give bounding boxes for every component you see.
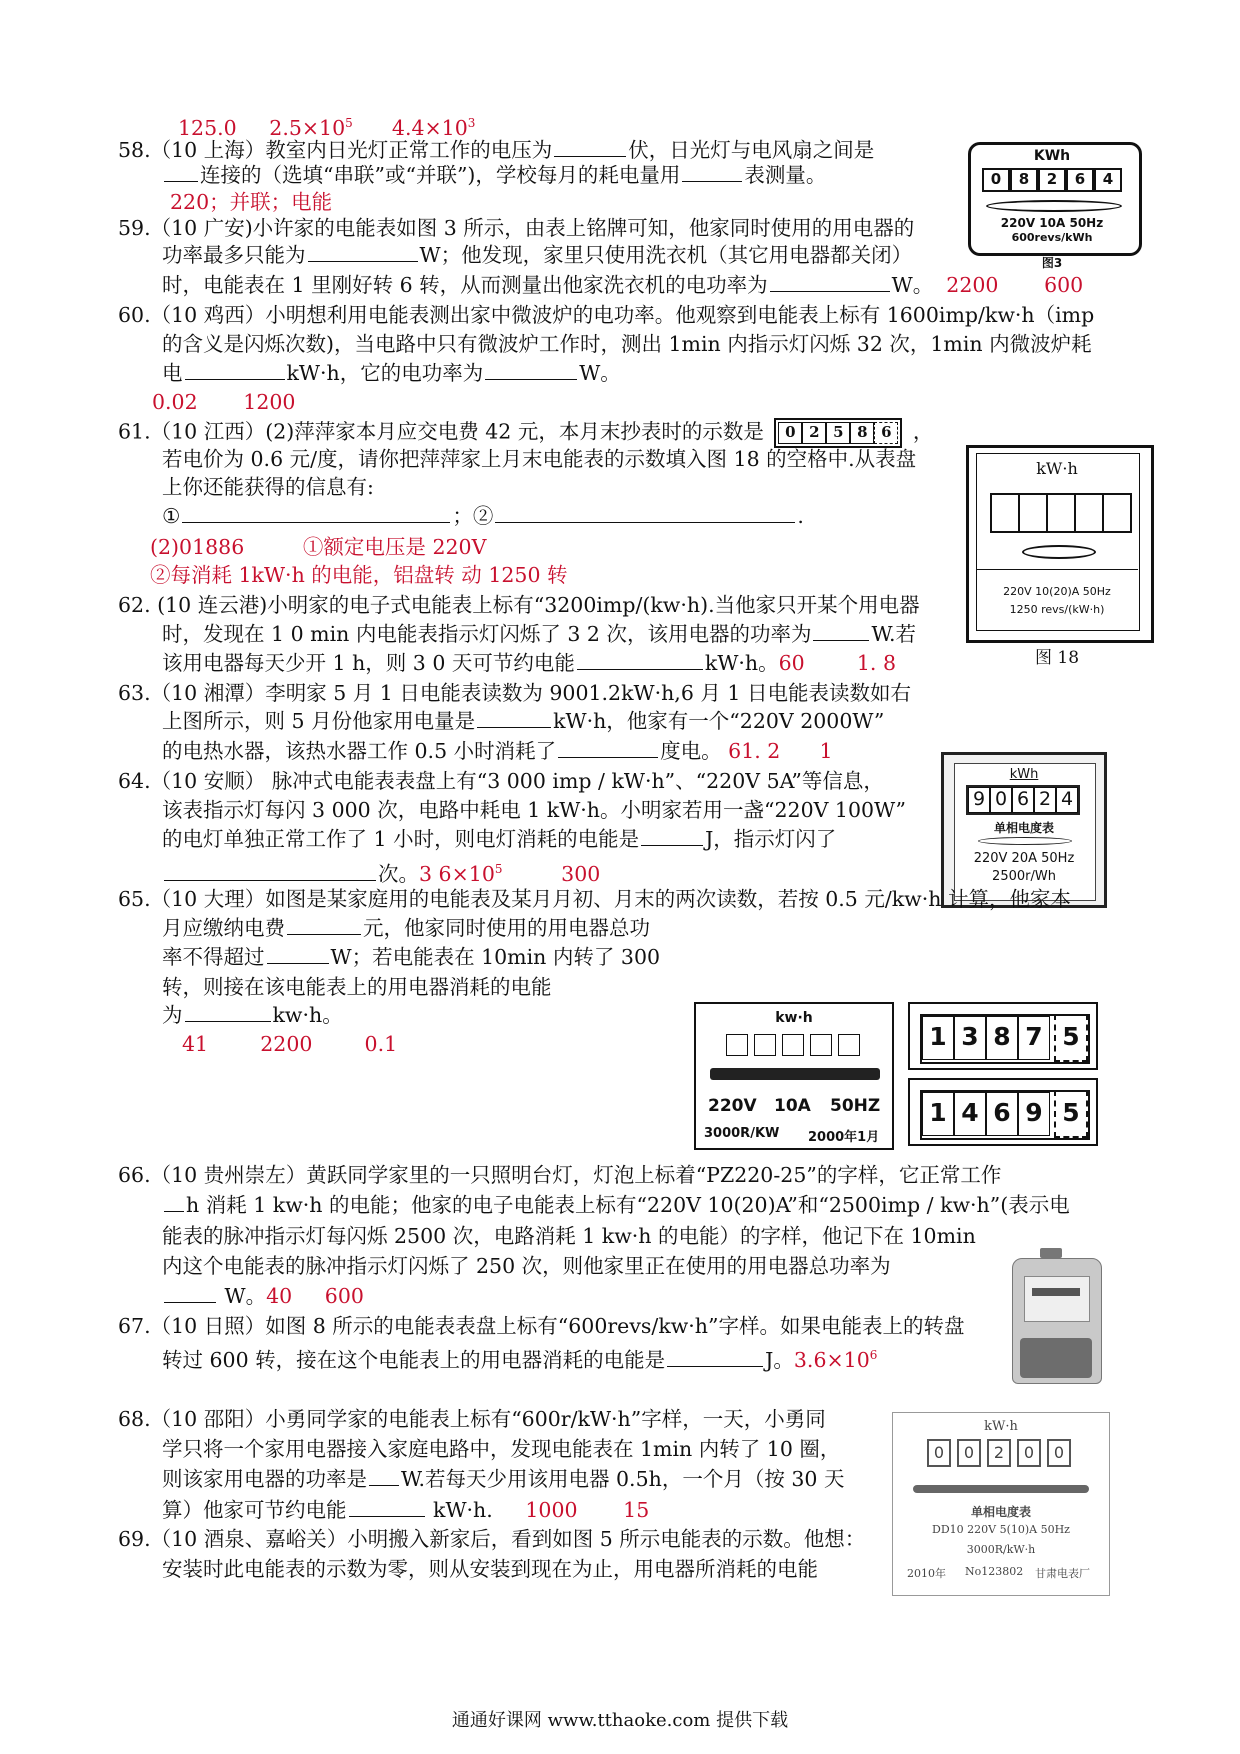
q64-line4: 次。3 $6\times 10^5$ 300 (162, 856, 600, 887)
q61-line3: 上你还能获得的信息有: (162, 475, 374, 499)
figq65-blank-digits (726, 1034, 860, 1056)
q63-line1: 63.（10 湘潭）李明家 5 月 1 日电能表读数为 9001.2kW·h,6 月 1 日电能表读数如右 (118, 681, 911, 705)
q65-line2: 月应缴纳电费 元，他家同时使用的用电器总功 (162, 916, 650, 940)
figq63-digits: 9 0 6 2 4 (966, 785, 1080, 815)
q64-line2: 该表指示灯每闪 3 000 次，电路中耗电 1 kW·h。小明家若用一盏“220V 100W” (162, 798, 906, 822)
figure-q65-reading2: 1 4 6 9 5 (908, 1078, 1098, 1146)
fig18-unit: kW·h (1036, 459, 1078, 478)
q64-line3: 的电灯单独正常工作了 1 小时，则电灯消耗的电能是 J，指示灯闪了 (162, 827, 837, 851)
fig18-spec: 220V 10(20)A 50Hz (1003, 585, 1111, 598)
q62-line1: 62. (10 连云港)小明家的电子式电能表上标有“3200imp/(kw·h).当他家只开某个用电器 (118, 593, 920, 617)
figure-q68-meter (892, 1412, 1110, 1596)
figq68-digits: 0 0 2 0 0 (927, 1439, 1071, 1467)
figq65-spec3: 50HZ (830, 1096, 881, 1116)
q69-line1: 69.（10 酒泉、嘉峪关）小明搬入新家后，看到如图 5 所示电能表的示数。他想： (118, 1527, 866, 1551)
q68-line4: 算）他家可节约电能 kW·h. 1000 15 (162, 1498, 650, 1522)
q60-line1: 60.（10 鸡西）小明想利用电能表测出家中微波炉的电功率。他观察到电能表上标有 1600imp/kw·h（imp (118, 303, 1095, 327)
q68-line1: 68.（10 邵阳）小勇同学家的电能表上标有“600r/kW·h”字样，一天，小勇同 (118, 1407, 826, 1431)
fig18-blank-digits (990, 493, 1132, 533)
q61-reading: 0 2 5 8 6 (774, 418, 902, 448)
q65-line5: 为 kw·h。 (162, 1003, 343, 1027)
fig18-caption: 图 18 (1034, 648, 1080, 668)
q67-line2: 转过 600 转，接在这个电能表上的用电器消耗的电能是 J。$3.6\times 10^6$ (162, 1347, 878, 1372)
figq65-date: 2000年1月 (808, 1130, 880, 1145)
q64-line1: 64.（10 安顺） 脉冲式电能表表盘上有“3 000 imp / kW·h”、“220V 5A”等信息， (118, 769, 884, 793)
q60-line3: 电 kW·h，它的电功率为 W。 (162, 361, 621, 385)
figq65-disc (710, 1068, 880, 1080)
q66-line4: 内这个电能表的脉冲指示灯闪烁了 250 次，则他家里正在使用的用电器总功率为 (162, 1254, 891, 1278)
figure-18-meter (966, 445, 1148, 668)
q59-line1: 59.（10 广安)小许家的电能表如图 3 所示，由表上铭牌可知，他家同时使用的用电器的 (118, 216, 915, 240)
fig18-rev: 1250 revs/(kW·h) (1009, 603, 1105, 616)
q65-line3: 率不得超过 W；若电能表在 10min 内转了 300 (162, 945, 661, 969)
figq63-rev: 2500r/Wh (992, 869, 1056, 884)
q60-answer: 0.02 1200 (152, 390, 296, 414)
figq65-spec2: 10A (774, 1096, 811, 1116)
figure-q65-reading1: 1 3 8 7 5 (908, 1002, 1098, 1070)
fig3-caption: 图3 (1041, 256, 1063, 270)
figq68-unit: kW·h (984, 1419, 1018, 1434)
figq63-spec: 220V 20A 50Hz (973, 851, 1075, 866)
q66-line1: 66.（10 贵州崇左）黄跃同学家里的一只照明台灯，灯泡上标着“PZ220-25”的字样，它正常工作 (118, 1163, 1002, 1187)
figq63-unit: kWh (1009, 767, 1039, 782)
q66-line3: 能表的脉冲指示灯每闪烁 2500 次，电路消耗 1 kw·h 的电能）的字样，他记下在 10min (162, 1224, 976, 1248)
q69-line2: 安装时此电能表的示数为零，则从安装到现在为止，用电器所消耗的电能 (162, 1557, 818, 1581)
figure-8-meter-photo (1012, 1248, 1102, 1392)
q66-line5: W。40 600 (162, 1283, 364, 1309)
figq68-year: 2010年 (907, 1567, 946, 1580)
fig3-rev: 600revs/kWh (1011, 231, 1093, 244)
q61-line1: 61.（10 江西）(2)萍萍家本月应交电费 42 元，本月末抄表时的示数是 0 2 5 8 6 ， (118, 418, 933, 448)
fig3-digits: 0 8 2 6 4 (982, 168, 1122, 192)
q62-line2: 时，发现在 1 0 min 内电能表指示灯闪烁了 3 2 次，该用电器的功率为 W.若 (162, 622, 916, 646)
fig18-disc (1022, 545, 1096, 559)
figq68-name: 单相电度表 (970, 1505, 1031, 1519)
q61-line4: ① ；② . (162, 504, 804, 528)
figure-3-meter (968, 142, 1136, 272)
page-footer: 通通好课网 www.tthaoke.com 提供下载 (451, 1710, 789, 1731)
q65-line4: 转，则接在该电能表上的用电器消耗的电能 (162, 975, 552, 999)
q58-answer: 220；并联；电能 (170, 190, 333, 214)
figq65-unit: kw·h (775, 1010, 813, 1026)
figure-q65-meter (694, 1002, 894, 1150)
figq65-spec1: 220V (708, 1096, 757, 1116)
q67-line1: 67.（10 日照）如图 8 所示的电能表表盘上标有“600revs/kw·h”字样。如果电能表上的转盘 (118, 1314, 965, 1338)
answer-57: 125.0 $2.5\times 10^5$ $4.4\times 10^3$ (178, 115, 476, 140)
figq68-no: No123802 (965, 1565, 1024, 1578)
fig3-unit: KWh (1033, 148, 1071, 164)
figq65-rev: 3000R/KW (704, 1126, 780, 1141)
q63-line3: 的电热水器，该热水器工作 0.5 小时消耗了 度电。 61. 2 1 (162, 739, 833, 763)
q65-answer: 41 2200 0.1 (182, 1032, 398, 1056)
q63-line2: 上图所示，则 5 月份他家用电量是 kW·h，他家有一个“220V 2000W” (162, 709, 885, 733)
q61-line2: 若电价为 0.6 元/度，请你把萍萍家上月末电能表的示数填入图 18 的空格中.从表盘 (162, 447, 917, 471)
q58-line2: 连接的（选填“串联”或“并联”)，学校每月的耗电量用 表测量。 (162, 162, 826, 188)
q60-line2: 的含义是闪烁次数)，当电路中只有微波炉工作时，测出 1min 内指示灯闪烁 32 次，1min 内微波炉耗 (162, 332, 1092, 356)
figq68-maker: 甘肃电表厂 (1035, 1567, 1090, 1580)
figq68-rev: 3000R/kW·h (966, 1543, 1036, 1556)
q59-line2: 功率最多只能为 W；他发现，家里只使用洗衣机（其它用电器都关闭） (162, 243, 913, 267)
q59-line3: 时，电能表在 1 里刚好转 6 转，从而测量出他家洗衣机的电功率为 W。 2200 600 (162, 273, 1084, 297)
q61-answer2: ②每消耗 1kW·h 的电能，铝盘转 动 1250 转 (150, 563, 568, 587)
fig3-spec: 220V 10A 50Hz (1000, 216, 1104, 230)
q61-answer1: (2)01886 ①额定电压是 220V (150, 535, 487, 559)
figq63-name: 单相电度表 (993, 821, 1054, 835)
q68-line2: 学只将一个家用电器接入家庭电路中，发现电能表在 1min 内转了 10 圈， (162, 1437, 841, 1461)
figure-q63-meter (941, 752, 1107, 908)
q68-line3: 则该家用电器的功率是 W.若每天少用该用电器 0.5h，一个月（按 30 天 (162, 1467, 845, 1491)
q66-line2: h 消耗 1 kw·h 的电能；他家的电子电能表上标有“220V 10(20)A”和“2500imp / kw·h”(表示电 (162, 1192, 1070, 1218)
q65-line1: 65.（10 大理）如图是某家庭用的电能表及某月月初、月末的两次读数，若按 0.5 元/kw·h 计算，他家本 (118, 887, 1071, 911)
q62-line3: 该用电器每天少开 1 h，则 3 0 天可节约电能 kW·h。60 1. 8 (162, 651, 896, 675)
q58-line1: 58.（10 上海）教室内日光灯正常工作的电压为 伏，日光灯与电风扇之间是 (118, 138, 875, 162)
fig3-disc (986, 200, 1122, 212)
figq68-spec: DD10 220V 5(10)A 50Hz (932, 1523, 1070, 1536)
